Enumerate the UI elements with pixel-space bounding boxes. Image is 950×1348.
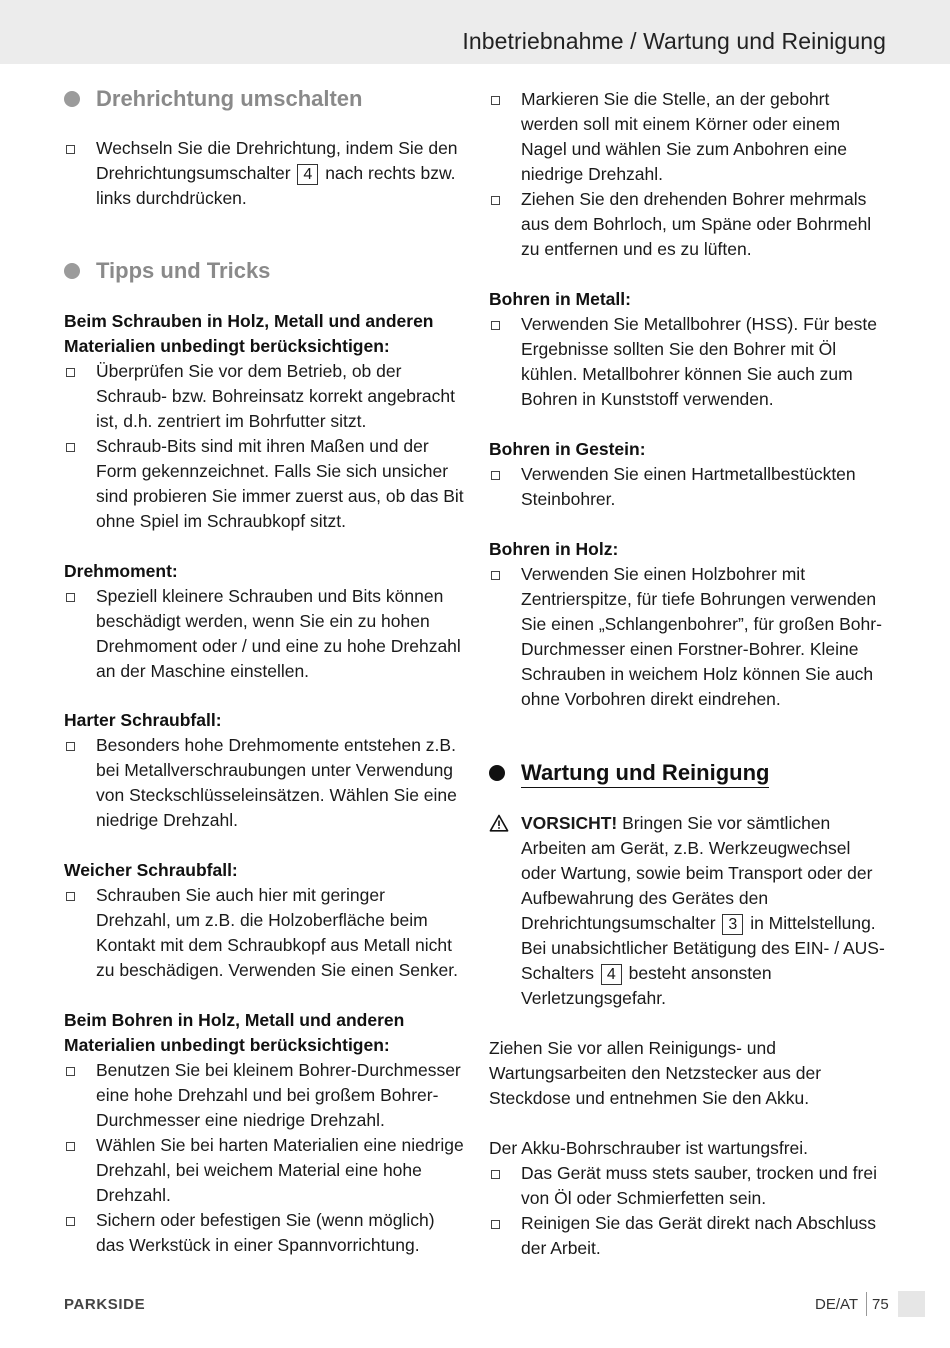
warning-triangle-icon (489, 814, 509, 839)
checkbox-square-icon (66, 443, 75, 452)
footer-divider (866, 1292, 867, 1316)
list-item-text: Wählen Sie bei harten Materialien eine niedrige Drehzahl, bei weichem Material eine hohe Drehzahl. (96, 1135, 464, 1205)
list-item-text: Das Gerät muss stets sauber, trocken und frei von Öl oder Schmierfetten sein. (521, 1163, 877, 1208)
checkbox-square-icon (491, 1220, 500, 1229)
list-item (64, 1133, 464, 1208)
list-item (64, 359, 464, 434)
language-code: DE/AT (815, 1296, 859, 1313)
checkbox-square-icon (66, 1217, 75, 1226)
reference-number: 4 (297, 164, 318, 185)
paragraph: Ziehen Sie vor allen Reinigungs- und Wartungsarbeiten den Netzstecker aus der Steckdose und entnehmen Sie den Akku. (489, 1038, 822, 1108)
list-item-text: Benutzen Sie bei kleinem Bohrer-Durchmesser eine hohe Drehzahl und bei großem Bohrer-Durchmesser eine niedrige Drehzahl. (96, 1060, 461, 1130)
section-heading-text: Wartung und Reinigung (521, 760, 769, 788)
list-item (489, 187, 889, 262)
list-item (489, 1211, 889, 1261)
list-item (489, 1161, 889, 1211)
warning-text: Bringen Sie vor sämtlichen Arbeiten am Gerät, z.B. Werkzeugwechsel oder Wartung, sowie beim Transport oder der Aufbewahrung des Gerätes den Drehrichtungsumschalter (521, 813, 873, 933)
list-item (64, 434, 464, 534)
checkbox-square-icon (66, 593, 75, 602)
list-item (64, 883, 464, 983)
list-item (64, 1058, 464, 1133)
section-heading-text: Drehrichtung umschalten (96, 86, 363, 111)
list-item-text: Markieren Sie die Stelle, an der gebohrt werden soll mit einem Körner oder einem Nagel und wählen Sie zum Anbohren eine niedrige Drehzahl. (521, 89, 847, 184)
section-heading-text: Tipps und Tricks (96, 258, 271, 283)
list-item (64, 136, 464, 211)
page-header (0, 0, 950, 64)
list-item-text: Schraub-Bits sind mit ihren Maßen und der Form gekennzeichnet. Falls Sie sich unsicher sind probieren Sie immer zuerst aus, ob das Bit ohne Spiel im Schraubkopf sitzt. (96, 436, 464, 531)
checkbox-square-icon (491, 321, 500, 330)
right-column (489, 84, 889, 1261)
list-item-text: Verwenden Sie Metallbohrer (HSS). Für beste Ergebnisse sollten Sie den Bohrer mit Öl kühlen. Metallbohrer können Sie auch zum Bohren in Kunststoff verwenden. (521, 314, 877, 409)
sub-heading: Weicher Schraubfall: (64, 860, 238, 880)
page-tab-marker (898, 1291, 925, 1317)
sub-heading: Bohren in Metall: (489, 289, 631, 309)
list-item (489, 562, 889, 712)
sub-heading: Harter Schraubfall: (64, 710, 222, 730)
checkbox-square-icon (491, 96, 500, 105)
warning-text: in Mittelstellung. Bei unabsichtlicher Betätigung des EIN- / AUS-Schalters (521, 913, 885, 983)
list-item-text: Sichern oder befestigen Sie (wenn möglich) das Werkstück in einer Spannvorrichtung. (96, 1210, 435, 1255)
reference-number: 4 (601, 964, 622, 985)
list-item-text: Verwenden Sie einen Holzbohrer mit Zentrierspitze, für tiefe Bohrungen verwenden Sie einen „Schlangenbohrer”, für großen Bohr-Durchmesser einen Forstner-Bohrer. Kleine Schrauben in weichem Holz können Sie auch ohne Vorbohren direkt eindrehen. (521, 564, 882, 709)
section-heading-tipps (64, 256, 464, 286)
reference-number: 3 (722, 914, 743, 935)
warning-block (489, 811, 889, 1011)
checkbox-square-icon (66, 145, 75, 154)
list-item (489, 312, 889, 412)
list-item-text: Reinigen Sie das Gerät direkt nach Abschluss der Arbeit. (521, 1213, 877, 1258)
left-column (64, 84, 464, 1258)
list-item-text: Wechseln Sie die Drehrichtung, indem Sie den Drehrichtungsumschalter (96, 138, 458, 183)
checkbox-square-icon (491, 1170, 500, 1179)
list-item-text: Schrauben Sie auch hier mit geringer Drehzahl, um z.B. die Holzoberfläche beim Kontakt mit dem Schraubkopf aus Metall nicht zu beschädigen. Verwenden Sie einen Senker. (96, 885, 458, 980)
checkbox-square-icon (66, 1067, 75, 1076)
checkbox-square-icon (66, 742, 75, 751)
bullet-dot-icon (64, 91, 80, 107)
section-heading-drehrichtung (64, 84, 464, 114)
list-item-text: Speziell kleinere Schrauben und Bits können beschädigt werden, wenn Sie ein zu hohen Drehmoment oder / und eine zu hohe Drehzahl an der Maschine einstellen. (96, 586, 461, 681)
bullet-dot-icon (64, 263, 80, 279)
checkbox-square-icon (66, 892, 75, 901)
warning-label: VORSICHT! (521, 813, 618, 833)
brand-logo: PARKSIDE (64, 1296, 146, 1313)
sub-heading: Beim Bohren in Holz, Metall und anderen Materialien unbedingt berücksichtigen: (64, 1010, 405, 1055)
list-item-text: Besonders hohe Drehmomente entstehen z.B. bei Metallverschraubungen unter Verwendung von Steckschlüsseleinsätzen. Wählen Sie eine niedrige Drehzahl. (96, 735, 457, 830)
list-item (64, 733, 464, 833)
checkbox-square-icon (491, 196, 500, 205)
bullet-dot-icon (489, 765, 505, 781)
section-heading-wartung (489, 758, 889, 788)
warning-text: besteht ansonsten Verletzungsgefahr. (521, 963, 772, 1008)
checkbox-square-icon (491, 471, 500, 480)
checkbox-square-icon (66, 368, 75, 377)
list-item-text: Verwenden Sie einen Hartmetallbestückten Steinbohrer. (521, 464, 856, 509)
sub-heading: Drehmoment: (64, 561, 178, 581)
list-item (64, 1208, 464, 1258)
checkbox-square-icon (66, 1142, 75, 1151)
page-title: Inbetriebnahme / Wartung und Reinigung (462, 28, 886, 54)
list-item-text: nach rechts bzw. links durchdrücken. (96, 163, 456, 208)
list-item-text: Ziehen Sie den drehenden Bohrer mehrmals aus dem Bohrloch, um Späne oder Bohrmehl zu entfernen und es zu lüften. (521, 189, 872, 259)
list-item (489, 87, 889, 187)
list-item-text: Überprüfen Sie vor dem Betrieb, ob der Schraub- bzw. Bohreinsatz korrekt angebracht ist, d.h. zentriert im Bohrfutter sitzt. (96, 361, 455, 431)
page-number: 75 (872, 1296, 889, 1313)
sub-heading: Bohren in Gestein: (489, 439, 646, 459)
paragraph: Der Akku-Bohrschrauber ist wartungsfrei. (489, 1138, 809, 1158)
checkbox-square-icon (491, 571, 500, 580)
sub-heading: Bohren in Holz: (489, 539, 619, 559)
list-item (64, 584, 464, 684)
list-item (489, 462, 889, 512)
sub-heading: Beim Schrauben in Holz, Metall und anderen Materialien unbedingt berücksichtigen: (64, 311, 434, 356)
